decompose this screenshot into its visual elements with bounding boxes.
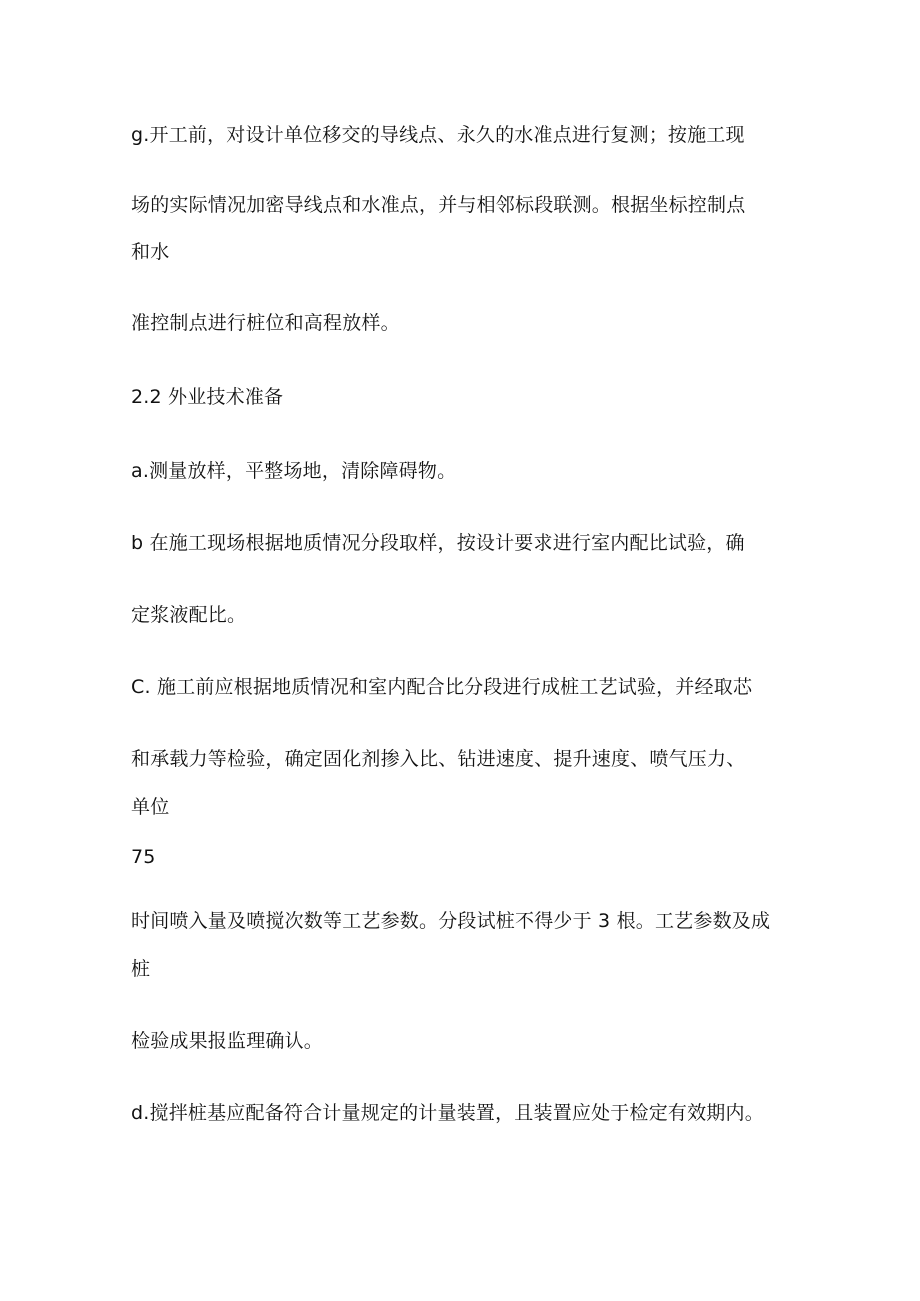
page-number: 75 <box>131 846 156 868</box>
paragraph-c-line-6: 检验成果报监理确认。 <box>131 1030 324 1052</box>
paragraph-g-line-3: 和水 <box>131 241 170 263</box>
paragraph-c-line-5: 桩 <box>131 958 151 980</box>
paragraph-c-line-1: C. 施工前应根据地质情况和室内配合比分段进行成桩工艺试验，并经取芯 <box>131 676 753 698</box>
paragraph-g-line-1: g.开工前，对设计单位移交的导线点、永久的水准点进行复测；按施工现 <box>131 124 745 146</box>
paragraph-d: d.搅拌桩基应配备符合计量规定的计量装置，且装置应处于检定有效期内。 <box>131 1102 764 1124</box>
paragraph-b-line-1: b 在施工现场根据地质情况分段取样，按设计要求进行室内配比试验，确 <box>131 532 745 554</box>
paragraph-c-line-2: 和承载力等检验，确定固化剂掺入比、钻进速度、提升速度、喷气压力、 <box>131 748 746 770</box>
paragraph-g-line-4: 准控制点进行桩位和高程放样。 <box>131 312 400 334</box>
paragraph-g-line-2: 场的实际情况加密导线点和水准点，并与相邻标段联测。根据坐标控制点 <box>131 194 746 216</box>
section-heading: 2.2 外业技术准备 <box>131 386 284 408</box>
paragraph-c-line-3: 单位 <box>131 796 170 818</box>
paragraph-b-line-2: 定浆液配比。 <box>131 604 247 626</box>
paragraph-c-line-4: 时间喷入量及喷搅次数等工艺参数。分段试桩不得少于 3 根。工艺参数及成 <box>131 910 771 932</box>
paragraph-a: a.测量放样，平整场地，清除障碍物。 <box>131 460 457 482</box>
